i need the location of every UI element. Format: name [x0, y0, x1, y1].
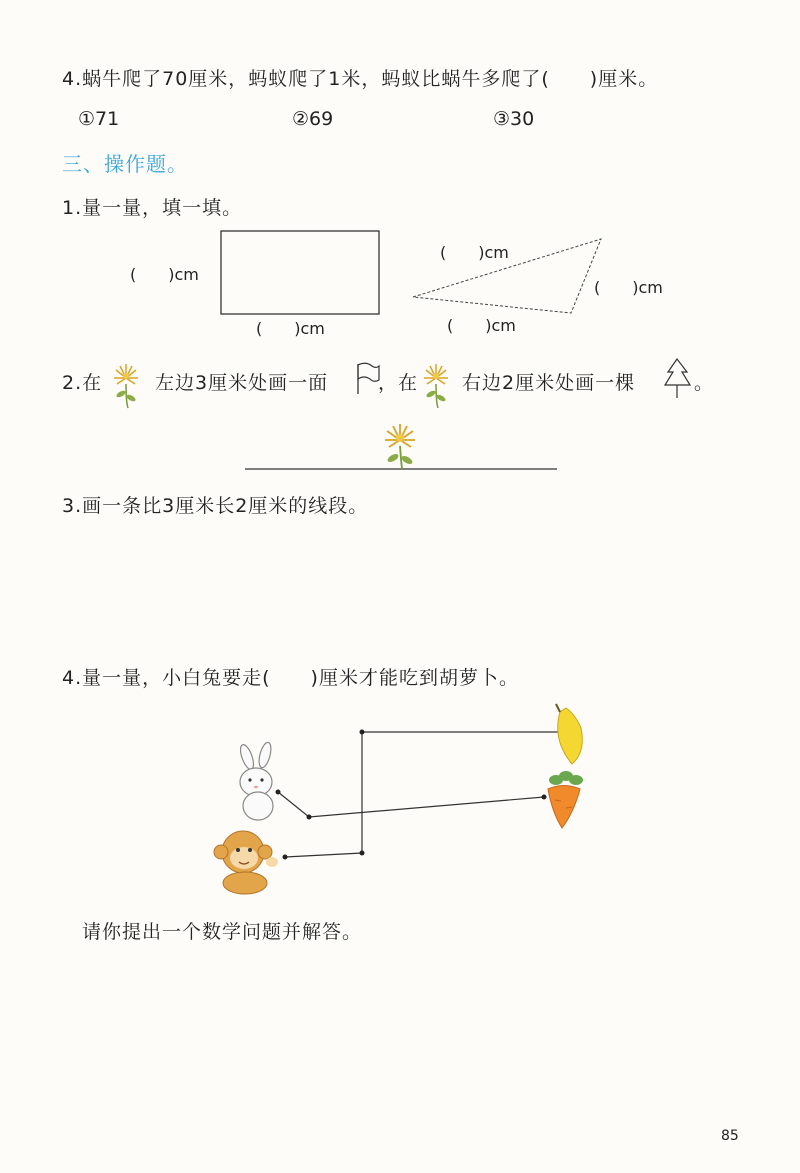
- op3-stem: 3.画一条比3厘米长2厘米的线段。: [62, 495, 369, 517]
- op2-text-1: 2.在: [62, 372, 103, 394]
- chrysanthemum-icon: [114, 364, 138, 408]
- measure-rectangle: [221, 231, 379, 314]
- op1-stem: 1.量一量，填一填。: [62, 197, 243, 219]
- triangle-right-blank[interactable]: ( )cm: [594, 278, 663, 297]
- rabbit-icon: [238, 741, 273, 820]
- chrysanthemum-icon: [385, 424, 415, 469]
- op4-stem: 4.量一量，小白兔要走( )厘米才能吃到胡萝卜。: [62, 667, 519, 689]
- page-number: 85: [721, 1128, 739, 1144]
- op2-text-2: 左边3厘米处画一面: [155, 372, 329, 394]
- option-1[interactable]: ①71: [78, 108, 120, 130]
- monkey-path: [285, 732, 560, 857]
- op2-text-4: 右边2厘米处画一棵: [462, 372, 636, 394]
- flag-icon: [358, 363, 379, 394]
- option-3[interactable]: ③30: [493, 108, 535, 130]
- rect-left-blank[interactable]: ( )cm: [130, 265, 199, 284]
- rabbit-path: [278, 792, 544, 817]
- path-dots: [276, 730, 563, 860]
- carrot-icon: [548, 771, 583, 828]
- op2-text-3: ，在: [378, 372, 419, 394]
- measure-triangle: [413, 239, 601, 313]
- op4-prompt: 请你提出一个数学问题并解答。: [82, 921, 363, 943]
- section-title: 三、操作题。: [62, 152, 188, 176]
- triangle-top-blank[interactable]: ( )cm: [440, 243, 509, 262]
- rect-bottom-blank[interactable]: ( )cm: [256, 319, 325, 338]
- monkey-icon: [214, 831, 278, 894]
- triangle-bottom-blank[interactable]: ( )cm: [447, 316, 516, 335]
- op2-text-5: 。: [694, 372, 715, 394]
- question-4-stem: 4.蜗牛爬了70厘米，蚂蚁爬了1米，蚂蚁比蜗牛多爬了( )厘米。: [62, 68, 659, 90]
- option-2[interactable]: ②69: [292, 108, 334, 130]
- chrysanthemum-icon: [424, 364, 448, 408]
- banana-icon: [556, 704, 582, 764]
- tree-icon: [665, 359, 690, 398]
- path-lines: [278, 732, 560, 857]
